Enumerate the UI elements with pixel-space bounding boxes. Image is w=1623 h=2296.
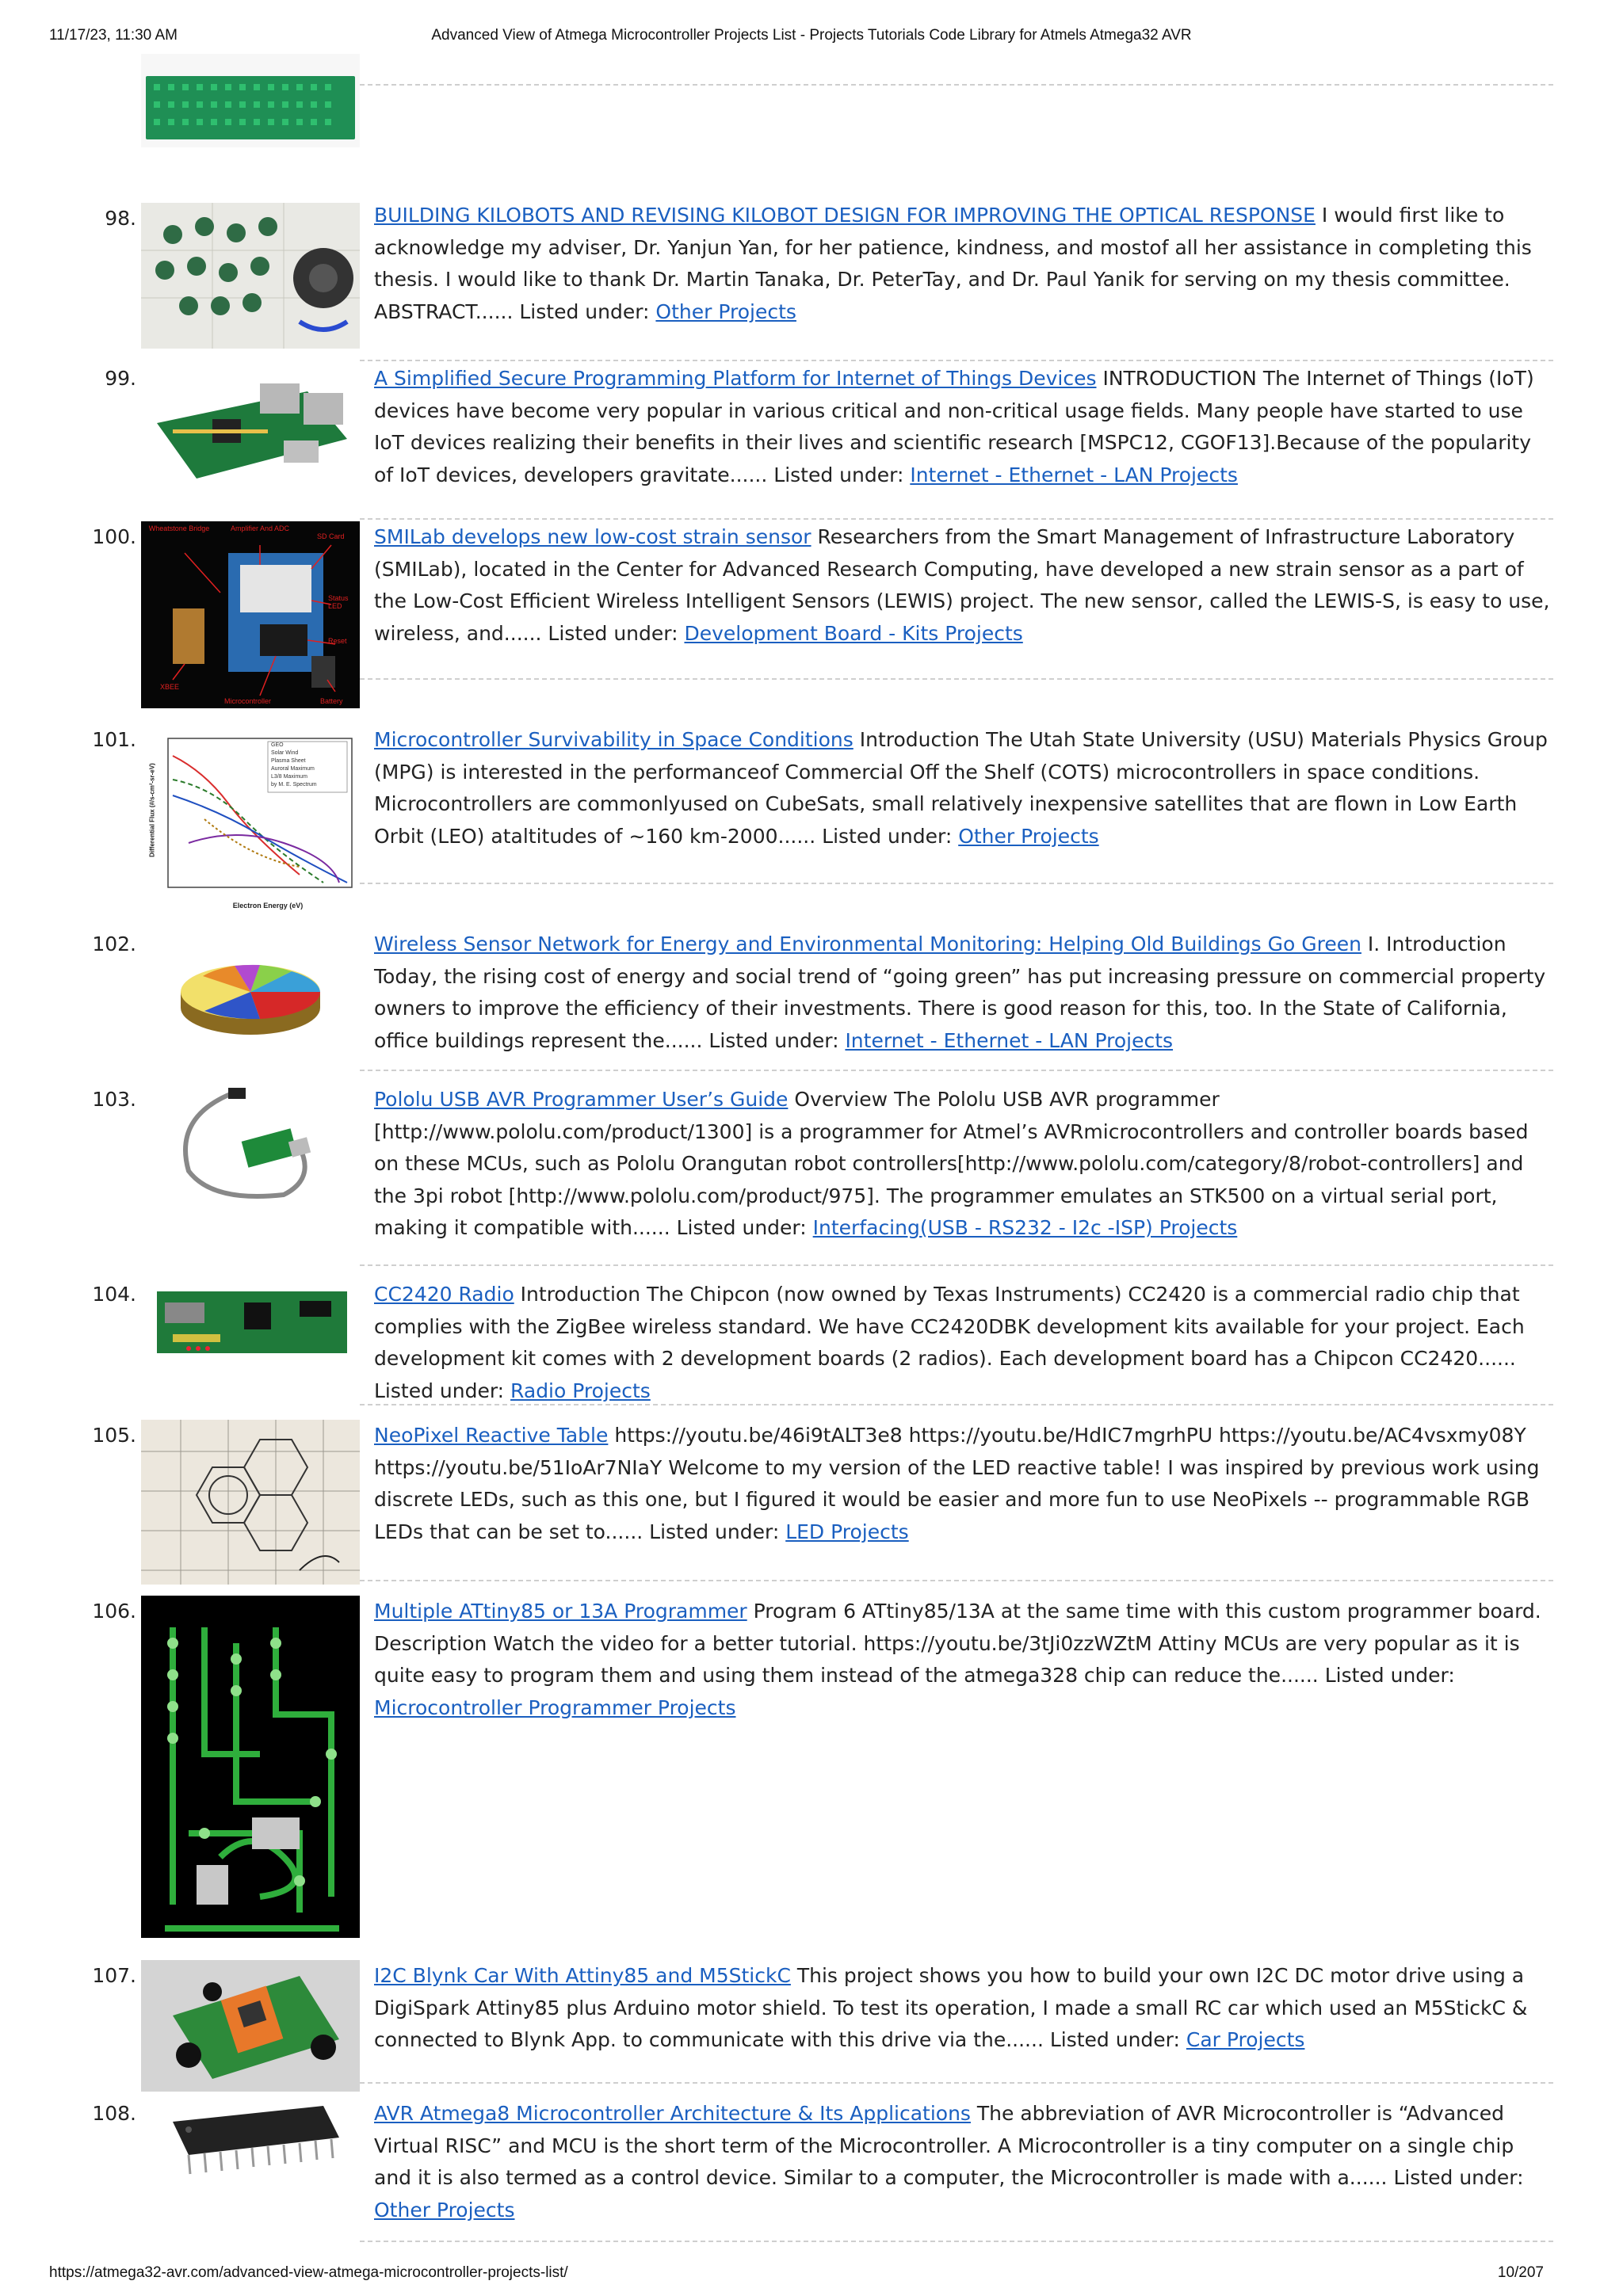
project-thumbnail[interactable] <box>141 368 360 496</box>
project-thumbnail[interactable] <box>141 724 360 917</box>
item-separator <box>360 1404 1553 1405</box>
project-thumbnail[interactable] <box>141 1420 360 1585</box>
print-url: https://atmega32-avr.com/advanced-view-atmega-microcontroller-projects-list/ <box>49 2264 568 2281</box>
plot-xlabel: Electron Energy (eV) <box>232 902 304 910</box>
item-number: 99. <box>105 367 136 390</box>
category-link[interactable]: Car Projects <box>1186 2028 1305 2051</box>
project-title-link[interactable]: Microcontroller Survivability in Space Conditions <box>374 728 854 751</box>
item-number: 106. <box>92 1600 136 1623</box>
project-thumbnail[interactable] <box>141 1084 360 1215</box>
project-thumbnail[interactable] <box>141 1596 360 1938</box>
item-text <box>374 521 1555 650</box>
item-number: 108. <box>92 2102 136 2125</box>
project-thumbnail[interactable] <box>141 2098 360 2191</box>
label-xbee: XBEE <box>160 683 180 691</box>
project-title-link[interactable]: Multiple ATtiny85 or 13A Programmer <box>374 1600 747 1623</box>
label-sdcard: SD Card <box>317 532 345 540</box>
label-reset: Reset <box>328 637 347 645</box>
item-separator <box>360 2082 1553 2084</box>
project-title-link[interactable]: BUILDING KILOBOTS AND REVISING KILOBOT DESIGN FOR IMPROVING THE OPTICAL RESPONSE <box>374 204 1316 227</box>
item-number: 102. <box>92 933 136 955</box>
category-link[interactable]: Microcontroller Programmer Projects <box>374 1695 736 1719</box>
project-thumbnail[interactable] <box>141 203 360 349</box>
project-thumbnail[interactable] <box>141 1279 360 1369</box>
item-text <box>374 1420 1555 1548</box>
item-separator <box>360 1070 1553 1071</box>
item-separator <box>360 84 1553 86</box>
plot-legend <box>271 742 350 789</box>
print-footer <box>0 2264 1623 2296</box>
item-separator <box>360 1264 1553 1266</box>
item-text <box>374 2098 1555 2226</box>
item-separator <box>360 2241 1553 2242</box>
project-title-link[interactable]: Wireless Sensor Network for Energy and Environmental Monitoring: Helping Old Buildings Go Green <box>374 933 1361 955</box>
item-text <box>374 1084 1555 1245</box>
project-thumbnail[interactable] <box>141 1960 360 2092</box>
item-number: 98. <box>105 207 136 230</box>
category-link[interactable]: Other Projects <box>374 2198 515 2222</box>
legend-entry: GEO <box>271 742 284 748</box>
project-description: Researchers from the Smart Management of Infrastructure Laboratory (SMILab), located in the Center for Advanced Research Computing, have developed a new strain sensor as a part of the Low-Cost Efficient Wireless Intelligent Sensors (LEWIS) project. The new sensor, called the LEWIS-S, is easy to use, wireless, and...... Listed under: <box>374 525 1550 645</box>
project-description: I. Introduction Today, the rising cost of energy and social trend of “going green” has put increasing pressure on commercial property owners to improve the efficiency of their investments. There is good reason for this, too. In the State of California, office buildings represent the...... Listed under: <box>374 933 1546 1052</box>
legend-entry: L3/8 Maximum <box>271 774 307 780</box>
item-text <box>374 929 1555 1057</box>
item-separator <box>360 883 1553 884</box>
category-link[interactable]: Internet - Ethernet - LAN Projects <box>910 463 1238 486</box>
item-text <box>374 1960 1555 2057</box>
project-thumbnail[interactable] <box>141 521 360 708</box>
legend-entry: by M. E. Spectrum <box>271 782 317 788</box>
project-description: INTRODUCTION The Internet of Things (IoT) devices have become very popular in various critical and non-critical usage fields. Many people have started to use IoT devices realizing their benefits in their lives and scientific research [MSPC12, CGOF13].Because of the popularity of IoT devices, developers gravitate...... Listed under: <box>374 367 1534 486</box>
category-link[interactable]: Radio Projects <box>510 1379 651 1402</box>
item-number: 100. <box>92 525 136 548</box>
item-text <box>374 1279 1555 1407</box>
project-title-link[interactable]: I2C Blynk Car With Attiny85 and M5StickC <box>374 1964 791 1987</box>
item-number: 104. <box>92 1283 136 1306</box>
legend-entry: Auroral Maximum <box>271 766 315 772</box>
item-separator <box>360 360 1553 361</box>
print-page-title: Advanced View of Atmega Microcontroller Projects List - Projects Tutorials Code Library for Atmels Atmega32 AVR <box>431 27 1192 44</box>
item-text <box>374 1596 1555 1724</box>
project-title-link[interactable]: NeoPixel Reactive Table <box>374 1424 609 1447</box>
label-status: Status LED <box>328 594 349 610</box>
category-link[interactable]: Other Projects <box>958 824 1099 848</box>
project-title-link[interactable]: AVR Atmega8 Microcontroller Architecture & Its Applications <box>374 2102 971 2125</box>
project-description: https://youtu.be/46i9tALT3e8 https://youtu.be/HdIC7mgrhPU https://youtu.be/AC4vsxmy08Y https://youtu.be/51IoAr7NIaY Welcome to my version of the LED reactive table! I was inspired by previous work using discrete LEDs, such as this one, but I figured it would be easier and more fun to use NeoPixels -- programmable RGB LEDs that can be set to...... Listed under: <box>374 1424 1540 1543</box>
label-amplifier: Amplifier And ADC <box>230 524 290 532</box>
category-link[interactable]: Development Board - Kits Projects <box>684 621 1023 645</box>
item-text <box>374 724 1555 852</box>
project-title-link[interactable]: A Simplified Secure Programming Platform for Internet of Things Devices <box>374 367 1097 390</box>
item-text <box>374 200 1555 328</box>
project-description: The abbreviation of AVR Microcontroller is “Advanced Virtual RISC” and MCU is the short term of the Microcontroller. A Microcontroller is a tiny computer on a single chip and it is also termed as a control device. Similar to a computer, the Microcontroller is made with a...... Listed under: <box>374 2102 1524 2189</box>
category-link[interactable]: Other Projects <box>655 299 796 323</box>
label-battery: Battery <box>320 697 343 705</box>
category-link[interactable]: Internet - Ethernet - LAN Projects <box>845 1028 1174 1052</box>
project-title-link[interactable]: CC2420 Radio <box>374 1283 514 1306</box>
project-description: Program 6 ATtiny85/13A at the same time with this custom programmer board. Description Watch the video for a better tutorial. https://youtu.be/3tJi0zzWZtM Attiny MCUs are very popular as it is quite easy to program them and using them instead of the atmega328 chip can reduce the...... Listed under: <box>374 1600 1541 1687</box>
item-number: 105. <box>92 1424 136 1447</box>
item-number: 107. <box>92 1964 136 1987</box>
category-link[interactable]: Interfacing(USB - RS232 - I2c -ISP) Projects <box>812 1216 1238 1239</box>
project-title-link[interactable]: SMILab develops new low-cost strain sensor <box>374 525 812 548</box>
item-number: 103. <box>92 1088 136 1111</box>
print-page-number: 10/207 <box>1497 2264 1544 2281</box>
legend-entry: Plasma Sheet <box>271 758 306 764</box>
project-description: Introduction The Utah State University (USU) Materials Physics Group (MPG) is interested in the performanceof Commercial Off the Shelf (COTS) microcontrollers in space conditions. Microcontrollers are commonlyused on CubeSats, small relatively inexpensive satellites that are flown in Low Earth Orbit (LEO) ataltitudes of ~160 km-2000...... Listed under: <box>374 728 1548 848</box>
project-description: I would first like to acknowledge my adviser, Dr. Yanjun Yan, for her patience, kindness, and mostof all her assistance in completing this thesis. I would like to thank Dr. Martin Tanaka, Dr. PeterTay, and Dr. Paul Yanik for serving on my thesis committee. ABSTRACT...... Listed under: <box>374 204 1532 323</box>
item-separator <box>360 678 1553 680</box>
item-separator <box>360 518 1553 520</box>
project-description: This project shows you how to build your own I2C DC motor drive using a DigiSpark Attiny85 plus Arduino motor shield. To test its operation, I made a small RC car which used an M5StickC & connected to Blynk App. to communicate with this drive via the...... Listed under: <box>374 1964 1528 2051</box>
project-thumbnail[interactable] <box>141 932 360 1052</box>
item-number: 101. <box>92 728 136 751</box>
project-title-link[interactable]: Pololu USB AVR Programmer User’s Guide <box>374 1088 789 1111</box>
plot-ylabel: Differential Flux (#/s-cm²-sr-eV) <box>148 763 156 857</box>
print-datetime: 11/17/23, 11:30 AM <box>49 27 178 44</box>
label-micro: Microcontroller <box>224 697 272 705</box>
category-link[interactable]: LED Projects <box>785 1520 909 1543</box>
item-text <box>374 363 1555 491</box>
project-description: Overview The Pololu USB AVR programmer [http://www.pololu.com/product/1300] is a programmer for Atmel’s AVRmicrocontrollers and controller boards based on these MCUs, such as Pololu Orangutan robot controllers[http://www.pololu.com/category/8/robot-controllers] and the 3pi robot [http://www.pololu.com/product/975]. The programmer emulates an STK500 on a virtual serial port, making it compatible with...... Listed under: <box>374 1088 1529 1239</box>
legend-entry: Solar Wind <box>271 750 299 756</box>
label-wheatstone: Wheatstone Bridge <box>148 524 210 532</box>
project-thumbnail-prev[interactable] <box>141 54 360 147</box>
item-separator <box>360 1580 1553 1581</box>
project-description: Introduction The Chipcon (now owned by Texas Instruments) CC2420 is a commercial radio chip that complies with the ZigBee wireless standard. We have CC2420DBK development kits available for your project. Each development kit comes with 2 development boards (2 radios). Each development board has a Chipcon CC2420...... Listed under: <box>374 1283 1525 1402</box>
